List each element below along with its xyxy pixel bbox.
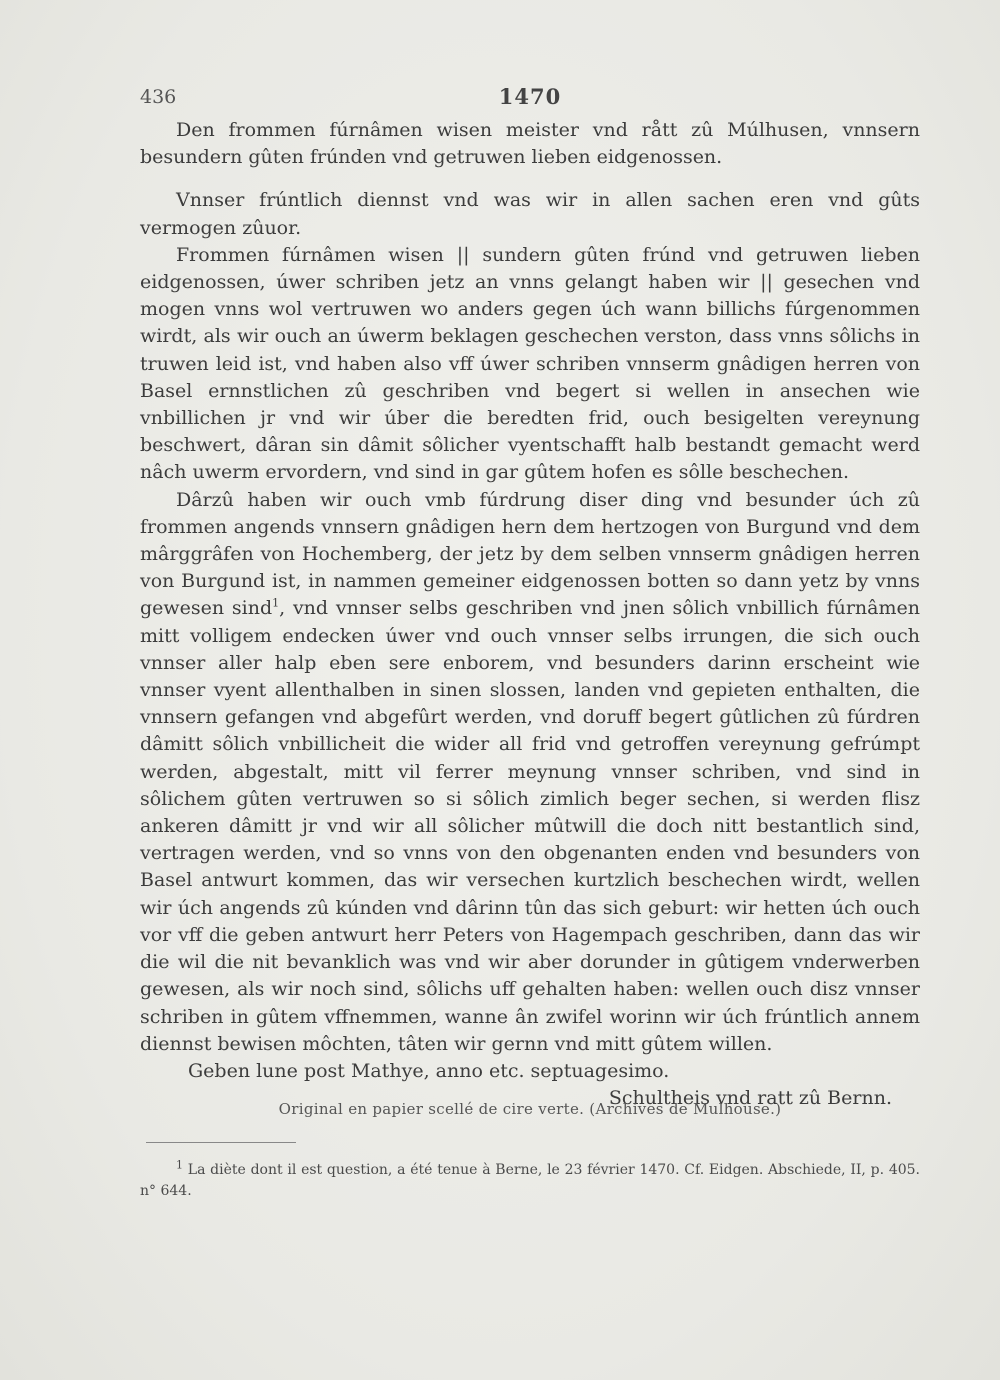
letter-body [140,117,920,1112]
paragraph-2-text-before-note: Dârzû haben wir ouch vmb fúrdrung diser ding vnd besunder úch zû frommen angends vnnsern gnâdigen hern dem hertzogen von Burgund vnd dem mârggrâfen von Hochemberg, der jetz by dem selben vnnserm gnâdigen herren von Burgund ist, in nammen gemeiner eidgenossen botten so dann yetz by vnns gewesen sind [140,488,920,620]
paragraph-2-text-after-note: , vnd vnnser selbs geschriben vnd jnen sôlich vnbillich fúrnâmen mitt volligem endecken úwer vnd ouch vnnser selbs irrungen, die sich ouch vnnser aller halp eben sere enborem, vnd besunders darinn erscheint wie vnnser vyent allenthalben in sinen slossen, landen vnd gepieten enthalten, die vnnsern gefangen vnd abgefûrt werden, vnd doruff begert gûtlichen zû fúrdren dâmitt sôlich vnbillicheit die wider all frid vnd getroffen vereynung gefrúmpt werden, abgestalt, mitt vil ferrer meynung vnnser schriben, vnd sind in sôlichem gûten vertruwen so si sôlich zimlich beger sechen, si werden flisz ankeren dâmitt jr vnd wir all sôlicher mûtwill die doch nitt bestantlich sind, vertragen werden, vnd so vnns von den obgenanten enden vnd besunders von Basel antwurt kommen, das wir versechen kurtzlich beschechen wirdt, wellen wir úch angends zû kúnden vnd dârinn tûn das sich geburt: wir hetten úch ouch vor vff die geben antwurt herr Peters von Hagempach geschriben, dann das wir die wil die nit bevanklich was vnd wir aber dorunder in gûtigem vnderwerben gewesen, als wir noch sind, sôlichs uff gehalten haben: wellen ouch disz vnnser schriben in gûtem vffnemmen, wanne ân zwifel worinn wir úch frúntlich annem diennst bewisen môchten, tâten wir gernn vnd mitt gûtem willen. [140,597,920,1055]
footnote-text: La diète dont il est question, a été tenue à Berne, le 23 février 1470. Cf. Eidgen. Abschiede, II, p. 405. n° 644. [140,1162,920,1199]
page-year-heading: 1470 [498,84,562,109]
footnote-reference-marker[interactable]: 1 [272,597,280,611]
footnote [140,1160,920,1202]
letter-dating: Geben lune post Mathye, anno etc. septuagesimo. [188,1059,670,1082]
source-note: Original en papier scellé de cire verte. (Archives de Mulhouse.) [278,1100,782,1118]
footnote-marker: 1 [176,1158,183,1172]
letter-paragraph-1: Frommen fúrnâmen wisen || sundern gûten frúnd vnd getruwen lieben eidgenossen, úwer schriben jetz an vnns gelangt haben wir || gesechen vnd mogen vnns wol vertruwen wo anders gegen úch wann billichs fúrgenommen wirdt, als wir ouch an úwerm beklagen geschechen verston, dass vnns sôlichs in truwen leid ist, vnd haben also vff úwer schriben vnnserm gnâdigen herren von Basel ernnstlichen zû geschriben vnd begert si wellen in ansechen wie vnbillichen jr vnd wir úber die beredten frid, ouch besigelten vereynung beschwert, dâran sin dâmit sôlicher vyentschafft halb bestandt gemacht werd nâch uwerm ervordern, vnd sind in gar gûtem hofen es sôlle beschechen. [140,243,920,484]
page-number: 436 [140,86,177,108]
letter-greeting: Vnnser frúntlich diennst vnd was wir in allen sachen eren vnd gûts vermogen zûuor. [140,189,920,239]
letter-signature: Schultheis vnd ratt zû Bernn. [608,1087,892,1110]
letter-paragraph-2 [140,487,920,1058]
footnote-divider [146,1142,296,1143]
letter-address: Den frommen fúrnâmen wisen meister vnd rått zû Múlhusen, vnnsern besundern gûten frúnden vnd getruwen lieben eidgenossen. [140,119,920,169]
running-head [140,86,920,112]
